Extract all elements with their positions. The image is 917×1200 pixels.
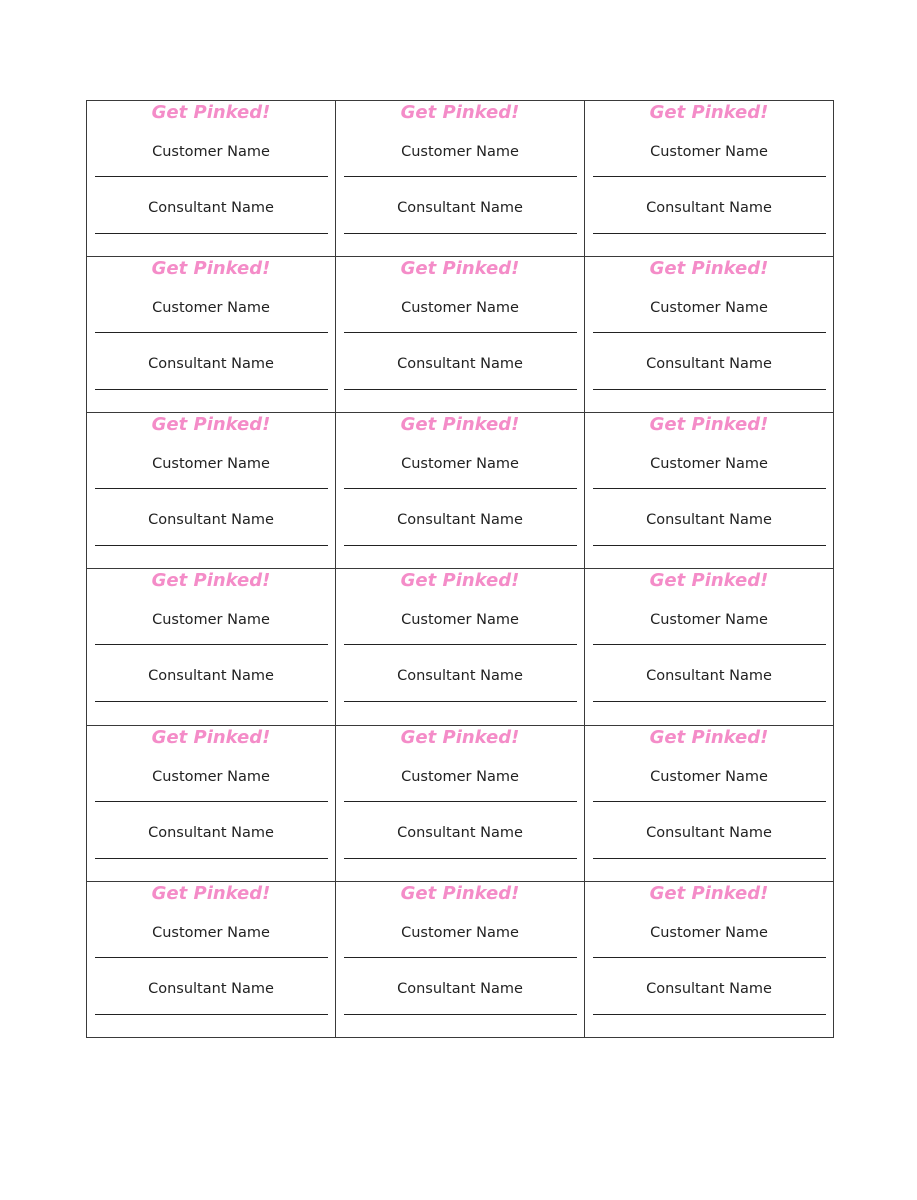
label-card xyxy=(585,101,834,257)
label-row xyxy=(87,413,834,569)
consultant-name-line[interactable] xyxy=(95,233,328,234)
label-title: Get Pinked! xyxy=(400,414,520,436)
consultant-name-line[interactable] xyxy=(95,1014,328,1015)
consultant-name-line[interactable] xyxy=(344,858,577,859)
customer-name-line[interactable] xyxy=(593,801,826,802)
consultant-name-line[interactable] xyxy=(344,233,577,234)
customer-name-label: Customer Name xyxy=(401,144,519,160)
consultant-name-line[interactable] xyxy=(344,701,577,702)
label-card xyxy=(87,569,336,725)
label-title: Get Pinked! xyxy=(649,102,769,123)
label-row xyxy=(87,881,834,1037)
label-row xyxy=(87,725,834,881)
label-card xyxy=(336,257,585,413)
customer-name-line[interactable] xyxy=(593,957,826,958)
customer-name-line[interactable] xyxy=(593,488,826,489)
consultant-name-label: Consultant Name xyxy=(148,668,274,685)
customer-name-line[interactable] xyxy=(593,332,826,333)
label-title: Get Pinked! xyxy=(151,570,271,592)
consultant-name-line[interactable] xyxy=(593,701,826,702)
label-sheet xyxy=(86,100,834,1038)
label-row xyxy=(87,569,834,725)
customer-name-label: Customer Name xyxy=(152,456,270,473)
consultant-name-line[interactable] xyxy=(344,1014,577,1015)
consultant-name-line[interactable] xyxy=(95,389,328,390)
label-card xyxy=(336,101,585,257)
consultant-name-line[interactable] xyxy=(593,389,826,390)
customer-name-label: Customer Name xyxy=(650,768,768,785)
customer-name-label: Customer Name xyxy=(650,300,768,317)
consultant-name-line[interactable] xyxy=(593,233,826,234)
consultant-name-line[interactable] xyxy=(593,1014,826,1015)
consultant-name-label: Consultant Name xyxy=(148,980,274,997)
customer-name-label: Customer Name xyxy=(152,768,270,785)
customer-name-line[interactable] xyxy=(344,644,577,645)
label-card xyxy=(336,881,585,1037)
customer-name-line[interactable] xyxy=(344,332,577,333)
label-card xyxy=(87,101,336,257)
customer-name-line[interactable] xyxy=(95,332,328,333)
label-card xyxy=(585,257,834,413)
label-title: Get Pinked! xyxy=(649,414,769,436)
consultant-name-label: Consultant Name xyxy=(397,824,523,841)
consultant-name-line[interactable] xyxy=(95,545,328,546)
customer-name-line[interactable] xyxy=(593,644,826,645)
consultant-name-line[interactable] xyxy=(95,858,328,859)
label-title: Get Pinked! xyxy=(151,102,271,123)
label-title: Get Pinked! xyxy=(400,102,520,123)
customer-name-label: Customer Name xyxy=(152,612,270,629)
label-card xyxy=(87,257,336,413)
label-title: Get Pinked! xyxy=(151,258,271,280)
label-title: Get Pinked! xyxy=(400,258,520,280)
label-card xyxy=(336,569,585,725)
consultant-name-label: Consultant Name xyxy=(646,824,772,841)
customer-name-label: Customer Name xyxy=(152,300,270,317)
customer-name-line[interactable] xyxy=(344,176,577,177)
label-row xyxy=(87,257,834,413)
consultant-name-label: Consultant Name xyxy=(148,356,274,373)
label-title: Get Pinked! xyxy=(151,882,271,904)
label-title: Get Pinked! xyxy=(649,570,769,592)
label-row xyxy=(87,101,834,257)
label-title: Get Pinked! xyxy=(151,414,271,436)
customer-name-line[interactable] xyxy=(344,801,577,802)
consultant-name-label: Consultant Name xyxy=(397,512,523,529)
label-title: Get Pinked! xyxy=(649,882,769,904)
consultant-name-label: Consultant Name xyxy=(148,200,274,216)
label-title: Get Pinked! xyxy=(400,570,520,592)
consultant-name-line[interactable] xyxy=(95,701,328,702)
label-card xyxy=(585,569,834,725)
customer-name-label: Customer Name xyxy=(650,144,768,160)
label-card xyxy=(87,413,336,569)
customer-name-line[interactable] xyxy=(95,488,328,489)
label-card xyxy=(585,881,834,1037)
consultant-name-label: Consultant Name xyxy=(646,512,772,529)
label-card xyxy=(585,725,834,881)
label-title: Get Pinked! xyxy=(151,726,271,748)
consultant-name-label: Consultant Name xyxy=(397,668,523,685)
label-title: Get Pinked! xyxy=(649,258,769,280)
customer-name-label: Customer Name xyxy=(401,768,519,785)
customer-name-line[interactable] xyxy=(593,176,826,177)
consultant-name-label: Consultant Name xyxy=(646,200,772,216)
customer-name-line[interactable] xyxy=(95,644,328,645)
label-card xyxy=(336,413,585,569)
customer-name-line[interactable] xyxy=(95,176,328,177)
customer-name-line[interactable] xyxy=(344,957,577,958)
customer-name-label: Customer Name xyxy=(401,300,519,317)
customer-name-line[interactable] xyxy=(95,957,328,958)
label-grid xyxy=(87,101,834,1038)
customer-name-label: Customer Name xyxy=(152,144,270,160)
consultant-name-line[interactable] xyxy=(344,389,577,390)
consultant-name-line[interactable] xyxy=(593,858,826,859)
label-title: Get Pinked! xyxy=(400,726,520,748)
label-title: Get Pinked! xyxy=(649,726,769,748)
consultant-name-line[interactable] xyxy=(593,545,826,546)
label-card xyxy=(87,725,336,881)
consultant-name-label: Consultant Name xyxy=(646,356,772,373)
label-card xyxy=(336,725,585,881)
consultant-name-label: Consultant Name xyxy=(397,980,523,997)
customer-name-label: Customer Name xyxy=(152,924,270,941)
customer-name-line[interactable] xyxy=(344,488,577,489)
customer-name-label: Customer Name xyxy=(401,924,519,941)
consultant-name-line[interactable] xyxy=(344,545,577,546)
label-card xyxy=(585,413,834,569)
consultant-name-label: Consultant Name xyxy=(148,824,274,841)
customer-name-label: Customer Name xyxy=(650,612,768,629)
label-title: Get Pinked! xyxy=(400,882,520,904)
customer-name-label: Customer Name xyxy=(650,456,768,473)
customer-name-line[interactable] xyxy=(95,801,328,802)
consultant-name-label: Consultant Name xyxy=(646,668,772,685)
customer-name-label: Customer Name xyxy=(401,456,519,473)
consultant-name-label: Consultant Name xyxy=(397,200,523,216)
consultant-name-label: Consultant Name xyxy=(646,980,772,997)
consultant-name-label: Consultant Name xyxy=(148,512,274,529)
customer-name-label: Customer Name xyxy=(401,612,519,629)
customer-name-label: Customer Name xyxy=(650,924,768,941)
consultant-name-label: Consultant Name xyxy=(397,356,523,373)
label-card xyxy=(87,881,336,1037)
